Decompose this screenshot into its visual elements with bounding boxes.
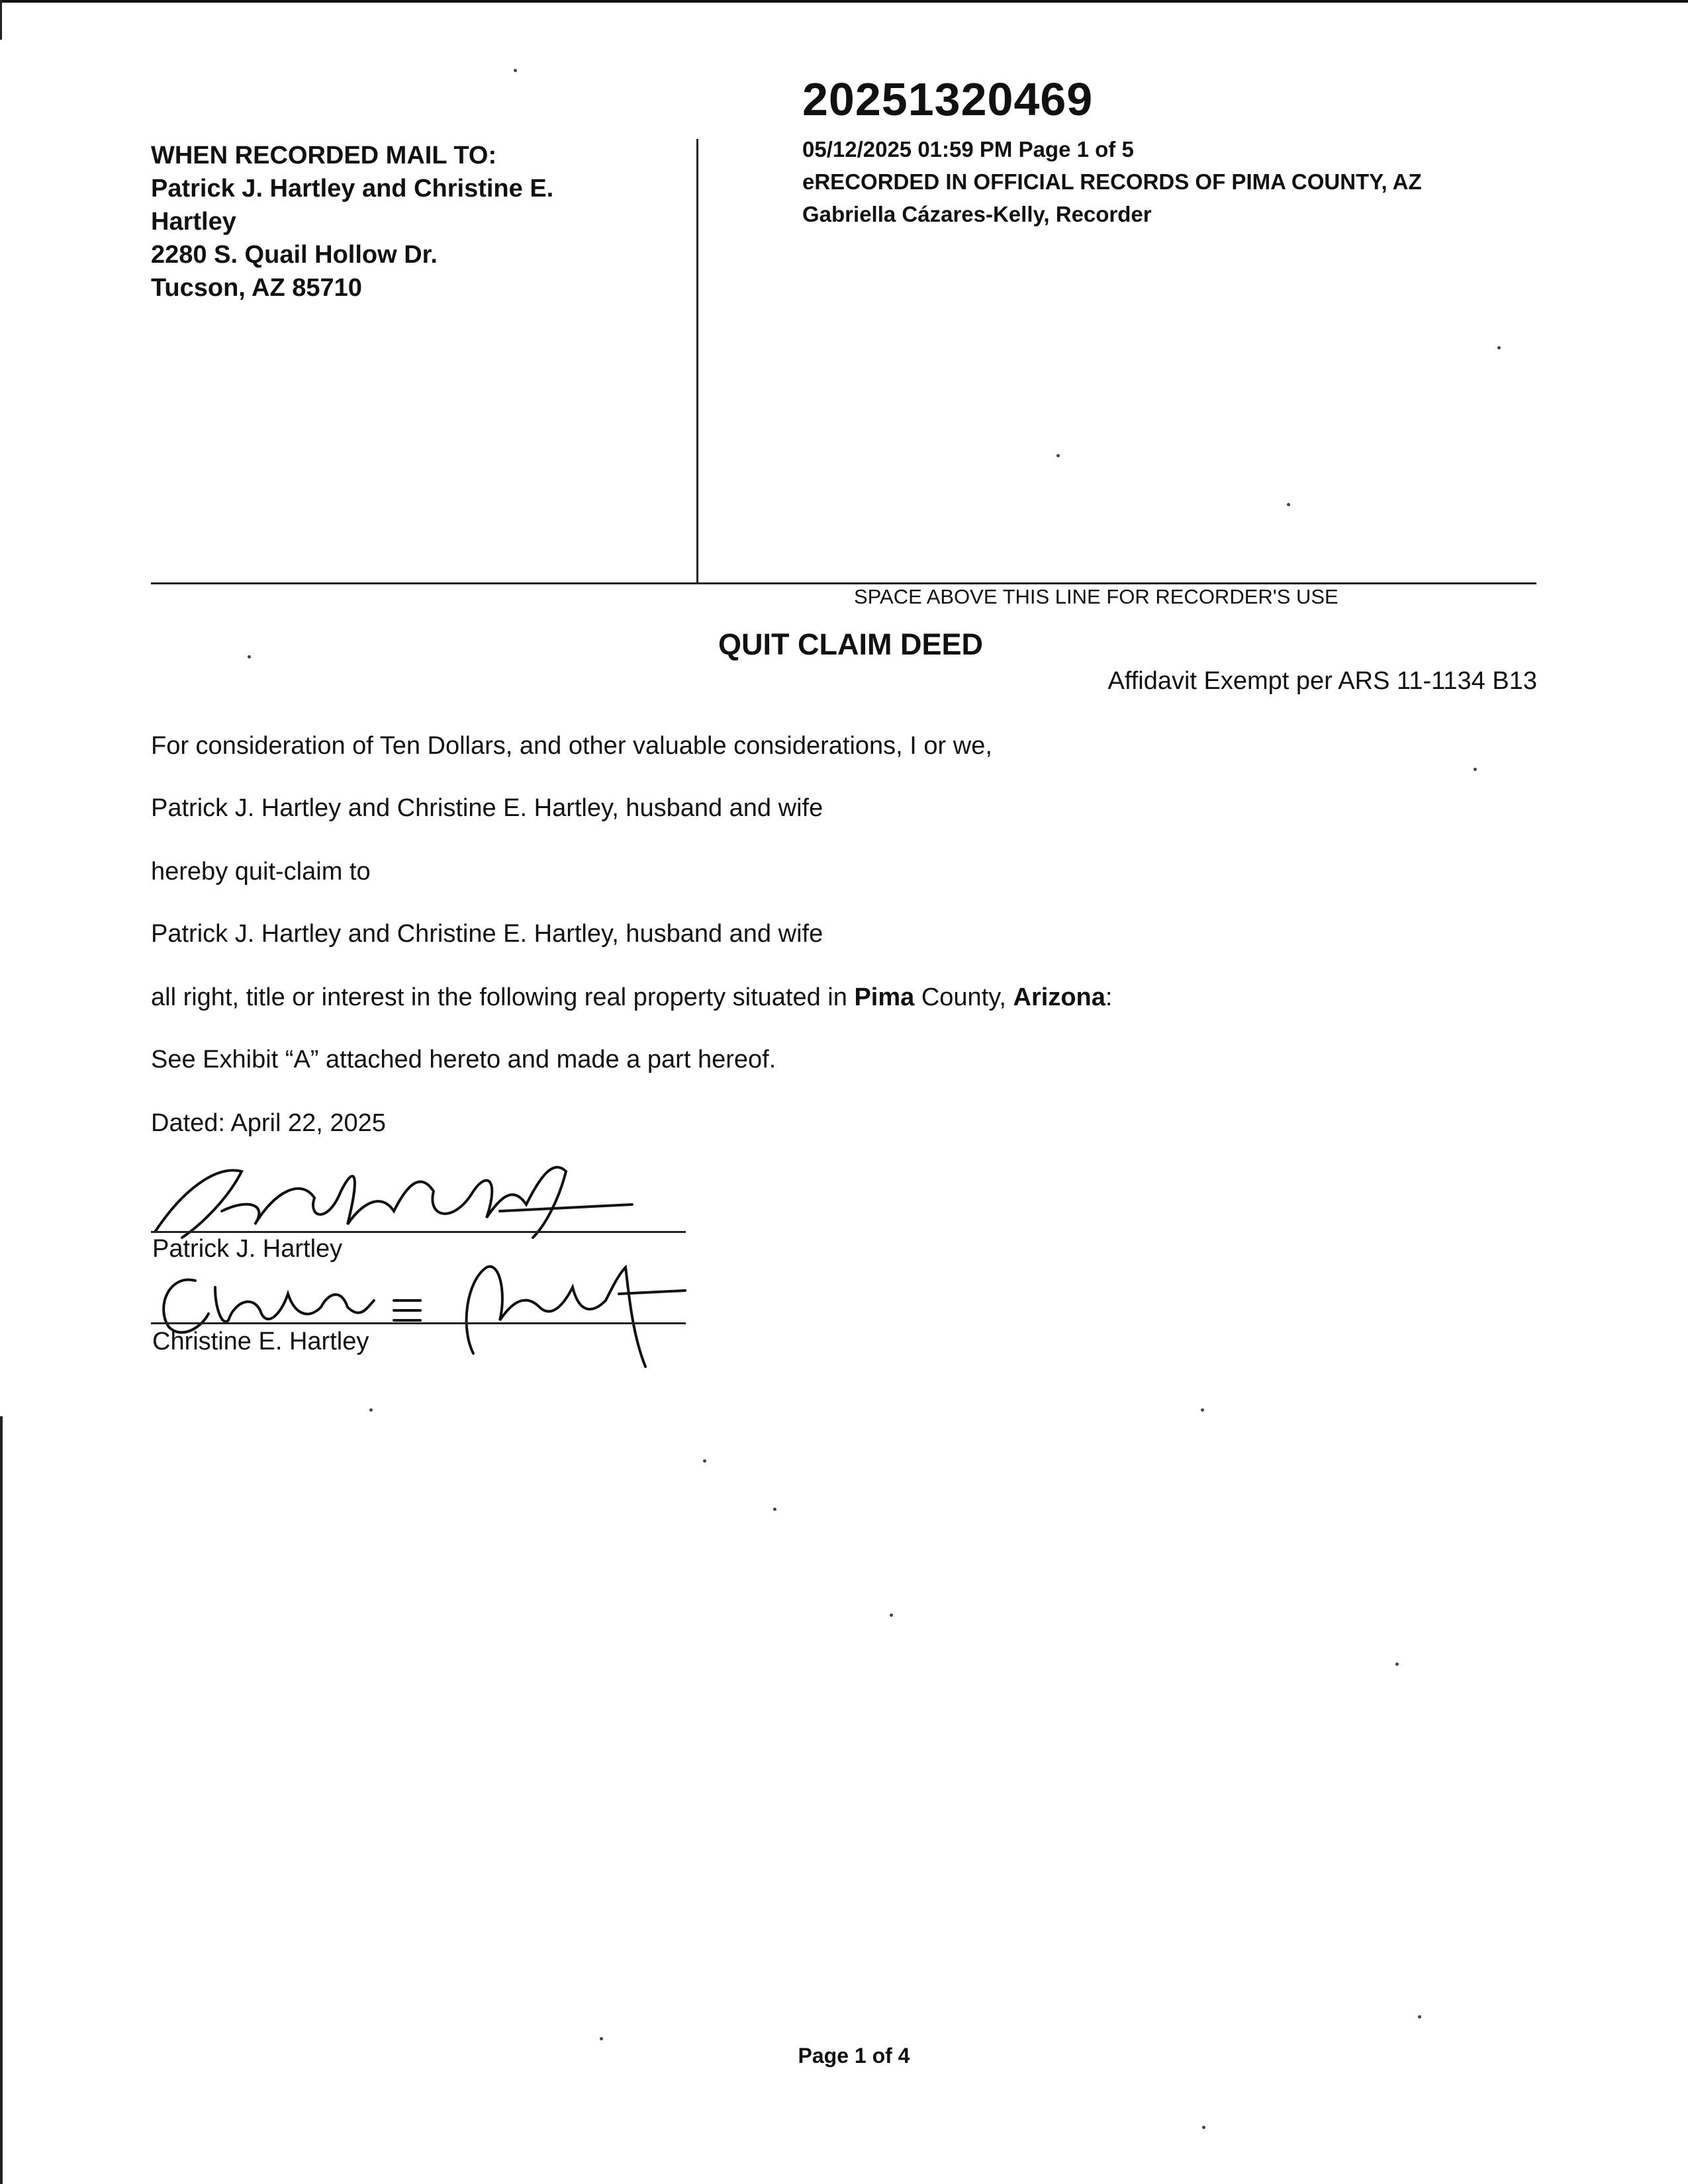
scan-speck — [773, 1508, 776, 1511]
scan-speck — [1418, 2015, 1421, 2019]
property-text — [151, 983, 1112, 1012]
affidavit-exemption: Affidavit Exempt per ARS 11-1134 B13 — [1107, 667, 1537, 695]
scan-speck — [600, 2037, 603, 2040]
scan-speck — [1287, 503, 1290, 506]
property-county: Pima — [854, 983, 915, 1011]
scan-speck — [514, 69, 517, 72]
mail-to-heading: WHEN RECORDED MAIL TO: — [151, 142, 497, 169]
scan-speck — [1395, 1662, 1399, 1666]
property-prefix: all right, title or interest in the following real property situated in — [151, 983, 855, 1011]
grantees-text: Patrick J. Hartley and Christine E. Hartley, husband and wife — [151, 920, 823, 948]
scan-speck — [703, 1459, 706, 1463]
mail-to-city: Tucson, AZ 85710 — [151, 274, 362, 302]
signer-name-christine: Christine E. Hartley — [152, 1328, 369, 1355]
property-suffix: : — [1105, 983, 1113, 1011]
scan-top-edge — [0, 0, 1688, 3]
header-vertical-divider — [696, 139, 698, 584]
scan-speck — [369, 1408, 373, 1412]
scan-speck — [248, 655, 251, 659]
recording-recorder: Gabriella Cázares-Kelly, Recorder — [802, 202, 1152, 226]
deed-title: QUIT CLAIM DEED — [718, 627, 983, 661]
recording-number: 20251320469 — [802, 73, 1094, 125]
signature-line-christine — [151, 1322, 686, 1324]
mail-to-name-line1: Patrick J. Hartley and Christine E. — [151, 175, 554, 203]
scan-left-edge — [0, 1416, 3, 2184]
property-state: Arizona — [1013, 983, 1105, 1011]
mail-to-street: 2280 S. Quail Hollow Dr. — [151, 241, 438, 269]
dated-text: Dated: April 22, 2025 — [151, 1109, 386, 1137]
scan-speck — [1201, 1408, 1204, 1412]
property-middle: County, — [914, 983, 1013, 1011]
signer-name-patrick: Patrick J. Hartley — [152, 1235, 343, 1263]
scan-speck — [890, 1614, 893, 1617]
quitclaim-text: hereby quit-claim to — [151, 858, 371, 886]
scan-speck — [1202, 2126, 1205, 2129]
recorder-use-label: SPACE ABOVE THIS LINE FOR RECORDER'S USE — [854, 585, 1338, 608]
mail-to-name-line2: Hartley — [151, 208, 236, 236]
consideration-text: For consideration of Ten Dollars, and other valuable considerations, I or we, — [151, 732, 992, 760]
exhibit-text: See Exhibit “A” attached hereto and made a part hereof. — [151, 1046, 776, 1073]
recorder-space-line — [151, 582, 1536, 584]
recording-erecorded: eRECORDED IN OFFICIAL RECORDS OF PIMA COUNTY, AZ — [802, 169, 1422, 194]
signature-line-patrick — [151, 1231, 686, 1233]
scan-left-mark — [0, 0, 2, 40]
scan-speck — [1474, 768, 1477, 771]
recording-datetime: 05/12/2025 01:59 PM Page 1 of 5 — [802, 137, 1134, 161]
mail-to-block — [151, 139, 680, 304]
scan-speck — [1056, 454, 1060, 457]
scan-speck — [1497, 346, 1501, 349]
page-footer: Page 1 of 4 — [798, 2044, 910, 2068]
grantors-text: Patrick J. Hartley and Christine E. Hartley, husband and wife — [151, 794, 823, 822]
